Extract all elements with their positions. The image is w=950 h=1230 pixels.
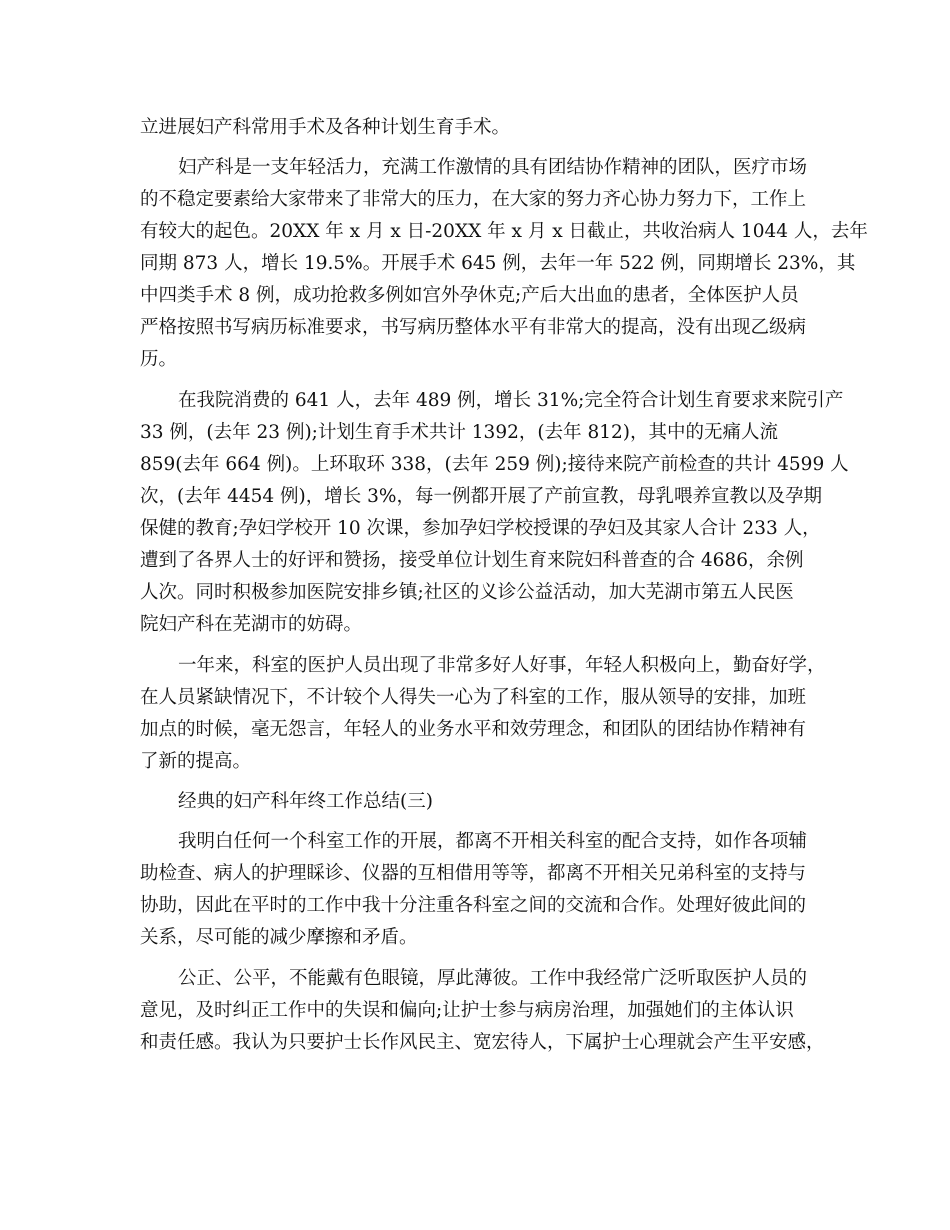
- text-line: 加点的时候，毫无怨言，年轻人的业务水平和效劳理念，和团队的团结协作精神有: [140, 719, 807, 740]
- text-line: 次，(去年 4454 例)，增长 3%，每一例都开展了产前宣教，母乳喂养宣教以及孕期: [140, 486, 823, 507]
- text-line: 遭到了各界人士的好评和赞扬，接受单位计划生育来院妇科普查的合 4686，余例: [140, 550, 804, 571]
- text-line: 在我院消费的 641 人，去年 489 例，增长 31%;完全符合计划生育要求来院引产: [178, 390, 844, 411]
- section-heading: 经典的妇产科年终工作总结(三): [178, 791, 433, 812]
- text-line: 中四类手术 8 例，成功抢救多例如宫外孕休克;产后大出血的患者，全体医护人员: [140, 285, 799, 306]
- text-line: 了新的提高。: [140, 751, 252, 772]
- text-line: 33 例，(去年 23 例);计划生育手术共计 1392，(去年 812)，其中的无痛人流: [140, 422, 778, 443]
- text-line: 和责任感。我认为只要护士长作风民主、宽宏待人，下属护士心理就会产生平安感，: [140, 1032, 825, 1053]
- text-line: 严格按照书写病历标准要求，书写病历整体水平有非常大的提高，没有出现乙级病: [140, 317, 807, 338]
- text-line: 助检查、病人的护理睬诊、仪器的互相借用等等，都离不开相关兄弟科室的支持与: [140, 863, 807, 884]
- text-line: 的不稳定要素给大家带来了非常大的压力，在大家的努力齐心协力努力下，工作上: [140, 189, 807, 210]
- text-line: 同期 873 人，增长 19.5%。开展手术 645 例，去年一年 522 例，同期增长 23%，其: [140, 253, 856, 274]
- text-line: 一年来，科室的医护人员出现了非常多好人好事，年轻人积极向上，勤奋好学，: [178, 655, 826, 676]
- text-line: 我明白任何一个科室工作的开展，都离不开相关科室的配合支持，如作各项辅: [178, 831, 808, 852]
- text-line: 人次。同时积极参加医院安排乡镇;社区的义诊公益活动，加大芜湖市第五人民医: [140, 582, 794, 603]
- text-line: 859(去年 664 例)。上环取环 338，(去年 259 例);接待来院产前检查的共计 4599 人: [140, 454, 849, 475]
- text-line: 妇产科是一支年轻活力，充满工作激情的具有团结协作精神的团队，医疗市场: [178, 157, 808, 178]
- text-line: 院妇产科在芜湖市的妨碍。: [140, 614, 363, 635]
- text-line: 立进展妇产科常用手术及各种计划生育手术。: [140, 117, 511, 138]
- text-line: 在人员紧缺情况下，不计较个人得失一心为了科室的工作，服从领导的安排，加班: [140, 687, 807, 708]
- text-line: 意见，及时纠正工作中的失误和偏向;让护士参与病房治理，加强她们的主体认识: [140, 1000, 794, 1021]
- text-line: 保健的教育;孕妇学校开 10 次课，参加孕妇学校授课的孕妇及其家人合计 233 人，: [140, 518, 821, 539]
- text-line: 历。: [140, 349, 178, 370]
- text-line: 关系，尽可能的减少摩擦和矛盾。: [140, 927, 418, 948]
- text-line: 协助，因此在平时的工作中我十分注重各科室之间的交流和合作。处理好彼此间的: [140, 895, 807, 916]
- text-line: 公正、公平，不能戴有色眼镜，厚此薄彼。工作中我经常广泛听取医护人员的: [178, 968, 808, 989]
- text-line: 有较大的起色。20XX 年 x 月 x 日-20XX 年 x 月 x 日截止，共收治病人 1044 人，去年: [140, 221, 868, 242]
